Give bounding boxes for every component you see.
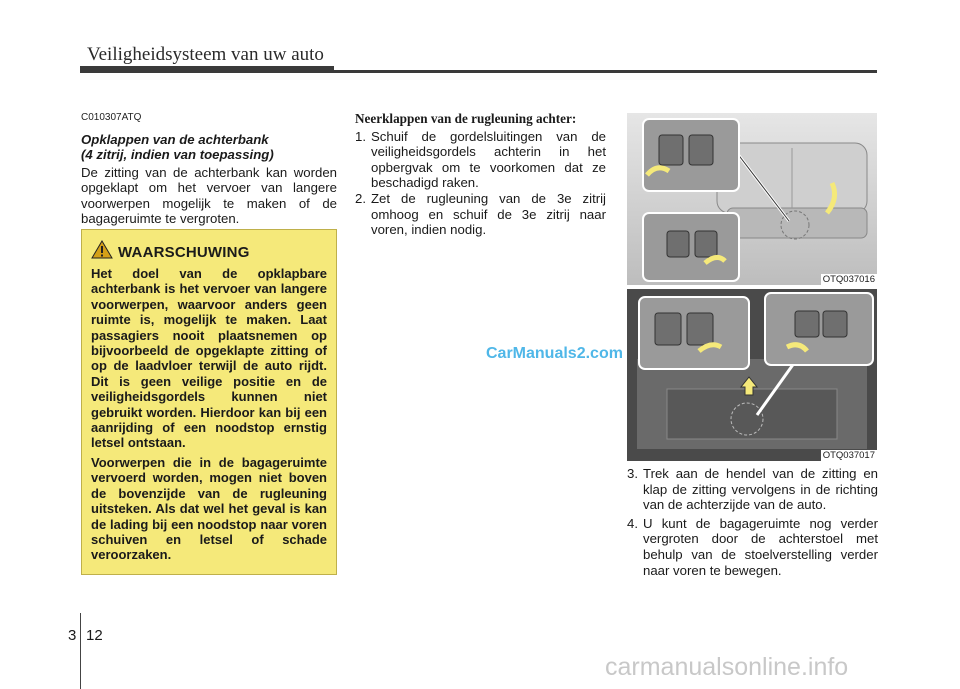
- middle-column: [355, 111, 606, 238]
- warning-triangle-icon: [91, 240, 113, 264]
- step-text: U kunt de bagageruimte nog verder vergroten door de achterstoel met behulp van de stoelverstelling verder naar voren te bewegen.: [643, 515, 878, 578]
- rear-seat-illustration: [627, 113, 877, 285]
- chapter-number: 3: [68, 627, 77, 644]
- page-number-divider: [80, 613, 81, 689]
- right-column: [627, 466, 878, 578]
- header-rule: [80, 70, 877, 73]
- step-number: 3.: [627, 466, 638, 481]
- fold-backrest-heading: Neerklappen van de rugleuning achter:: [355, 111, 577, 126]
- step-text: Schuif de gordelsluitingen van de veiligheidsgordels achterin in het opbergvak om te voorkomen dat ze beschadigd raken.: [371, 128, 606, 191]
- watermark-link[interactable]: CarManuals2.com: [486, 345, 623, 362]
- page-number: 12: [86, 627, 103, 644]
- step-text: Zet de rugleuning van de 3e zitrij omhoog en schuif de 3e zitrij naar voren, indien nodig.: [371, 190, 606, 238]
- section-body: De zitting van de achterbank kan worden opgeklapt om het vervoer van langere voorwerpen mogelijk te maken of de bagageruimte te vergroten.: [81, 164, 337, 227]
- step-item: [627, 516, 878, 578]
- warning-title: WAARSCHUWING: [118, 243, 250, 261]
- step-number: 2.: [355, 190, 366, 206]
- section-code: C010307ATQ: [81, 112, 142, 123]
- figure-2-label: OTQ037017: [822, 450, 875, 461]
- step-number: 1.: [355, 128, 366, 144]
- warning-header: [91, 240, 327, 264]
- warning-paragraph-2: Voorwerpen die in de bagageruimte vervoerd worden, mogen niet boven de bovenzijde van de rugleuning uitsteken. Als dat wel het geval is kan de lading bij een noodstop naar voren schuiven en letsel of schade veroorzaken.: [91, 454, 327, 563]
- warning-paragraph-1: Het doel van de opklapbare achterbank is het vervoer van langere voorwerpen, waarvoor anders geen ruimte is, mogelijk te maken. Laat passagiers nooit plaatsnemen op bijvoorbeeld de opgeklapte zitting of op de laadvloer terwijl de auto rijdt. Dit is geen veilige positie en de veiligheidsgordels kunnen niet gebruikt worden. Hierdoor kan bij een aanrijding of een noodstop ernstig letsel ontstaan.: [91, 266, 327, 451]
- step-number: 4.: [627, 515, 638, 531]
- warning-box: [81, 229, 337, 575]
- step-text: Trek aan de hendel van de zitting en klap de zitting vervolgens in de richting van de achterzijde van de auto.: [643, 466, 878, 513]
- figure-rear-seat-buckles: [627, 113, 877, 285]
- section-heading: [81, 132, 337, 162]
- figure-1-label: OTQ037016: [822, 274, 875, 285]
- step-item: [627, 466, 878, 513]
- footer-watermark: carmanualsonline.info: [605, 653, 849, 681]
- figure-seat-lever: [627, 289, 877, 461]
- step-item: [355, 129, 606, 191]
- left-column: [81, 110, 337, 227]
- cargo-area-illustration: [627, 289, 877, 461]
- section-heading-line1: Opklappen van de achterbank: [81, 131, 269, 147]
- chapter-header: Veiligheidsysteem van uw auto: [87, 44, 324, 65]
- section-heading-line2: (4 zitrij, indien van toepassing): [81, 146, 274, 162]
- step-item: [355, 191, 606, 238]
